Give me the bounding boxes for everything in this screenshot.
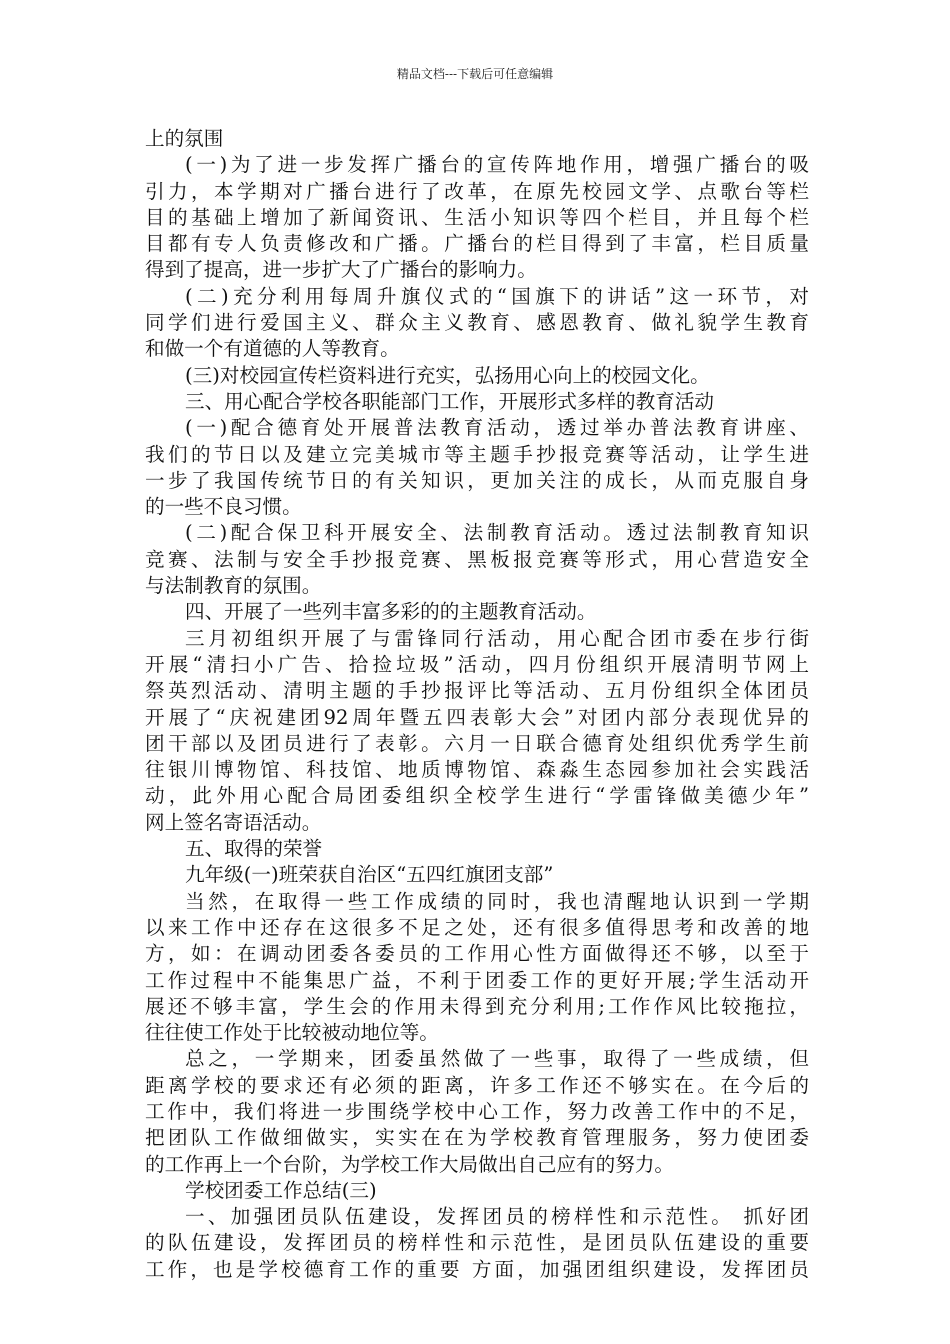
text-line: 和做一个有道德的人等教育。 [145,337,400,361]
text-line: 把团队工作做细做实，实实在在为学校教育管理服务，努力使团委 [145,1126,809,1150]
text-line: 得到了提高，进一步扩大了广播台的影响力。 [145,258,537,282]
text-line: 总之，一学期来，团委虽然做了一些事，取得了一些成绩，但 [185,1047,809,1071]
text-line: 的队伍建设，发挥团员的榜样性和示范性，是团员队伍建设的重要 [145,1231,809,1255]
text-line: 目都有专人负责修改和广播。广播台的栏目得到了丰富，栏目质量 [145,232,809,256]
text-line: 动，此外用心配合局团委组织全校学生进行“学雷锋做美德少年” [145,784,809,808]
text-line: 祭英烈活动、清明主题的手抄报评比等活动、五月份组织全体团员 [145,679,809,703]
text-line: 九年级(一)班荣获自治区“五四红旗团支部” [185,863,554,887]
text-line: 的工作再上一个台阶，为学校工作大局做出自己应有的努力。 [145,1152,675,1176]
document-body [145,126,809,1283]
text-line: (三)对校园宣传栏资料进行充实，弘扬用心向上的校园文化。 [185,363,710,387]
text-line: 工作中，我们将进一步围绕学校中心工作，努力改善工作中的不足， [145,1099,809,1123]
text-line: 团干部以及团员进行了表彰。六月一日联合德育处组织优秀学生前 [145,731,809,755]
text-line: 开展“清扫小广告、拾捡垃圾”活动，四月份组织开展清明节网上 [145,652,809,676]
text-line: (二)充分利用每周升旗仪式的“国旗下的讲话”这一环节，对 [185,284,809,308]
text-line: 网上签名寄语活动。 [145,810,322,834]
text-line: 上的氛围 [145,127,224,150]
text-line: 往往使工作处于比较被动地位等。 [145,1021,439,1045]
text-line: 五、取得的荣誉 [185,837,323,861]
text-line: 我们的节日以及建立完美城市等主题手抄报竞赛等活动，让学生进 [145,442,809,466]
text-line: 竞赛、法制与安全手抄报竞赛、黑板报竞赛等形式，用心营造安全 [145,547,809,571]
text-line: 工作，也是学校德育工作的重要 方面，加强团组织建设，发挥团员 [145,1257,809,1281]
text-line: 学校团委工作总结(三) [185,1178,377,1202]
text-line: 三、用心配合学校各职能部门工作，开展形式多样的教育活动 [185,389,715,413]
text-line: 开展了“庆祝建团92周年暨五四表彰大会”对团内部分表现优异的 [145,705,809,729]
page-header: 精品文档---下载后可任意编辑 [396,67,554,81]
text-line: 方，如：在调动团委各委员的工作用心性方面做得还不够，以至于 [145,942,809,966]
text-line: 距离学校的要求还有必须的距离，许多工作还不够实在。在今后的 [145,1073,809,1097]
text-line: 以来工作中还存在这很多不足之处，还有很多值得思考和改善的地 [145,915,809,939]
text-line: 一步了我国传统节日的有关知识，更加关注的成长，从而克服自身 [145,468,809,492]
text-line: (一)为了进一步发挥广播台的宣传阵地作用，增强广播台的吸 [185,153,809,177]
text-line: 同学们进行爱国主义、群众主义教育、感恩教育、做礼貌学生教育 [145,311,809,335]
text-line: 三月初组织开展了与雷锋同行活动，用心配合团市委在步行街 [185,626,809,650]
text-line: 一、加强团员队伍建设，发挥团员的榜样性和示范性。 抓好团 [185,1205,809,1229]
text-line: 当然，在取得一些工作成绩的同时，我也清醒地认识到一学期 [185,889,809,913]
text-line: 往银川博物馆、科技馆、地质博物馆、森淼生态园参加社会实践活 [145,758,809,782]
text-line: 引力，本学期对广播台进行了改革，在原先校园文学、点歌台等栏 [145,179,809,203]
text-line: 四、开展了一些列丰富多彩的的主题教育活动。 [185,600,597,624]
text-line: 的一些不良习惯。 [145,495,302,519]
text-line: 展还不够丰富，学生会的作用未得到充分利用;工作作风比较拖拉， [145,994,809,1018]
text-line: 工作过程中不能集思广益，不利于团委工作的更好开展;学生活动开 [145,968,809,992]
text-line: 目的基础上增加了新闻资讯、生活小知识等四个栏目，并且每个栏 [145,205,809,229]
text-line: (二)配合保卫科开展安全、法制教育活动。透过法制教育知识 [185,521,809,545]
text-line: (一)配合德育处开展普法教育活动，透过举办普法教育讲座、 [185,416,809,440]
text-line: 与法制教育的氛围。 [145,574,322,598]
